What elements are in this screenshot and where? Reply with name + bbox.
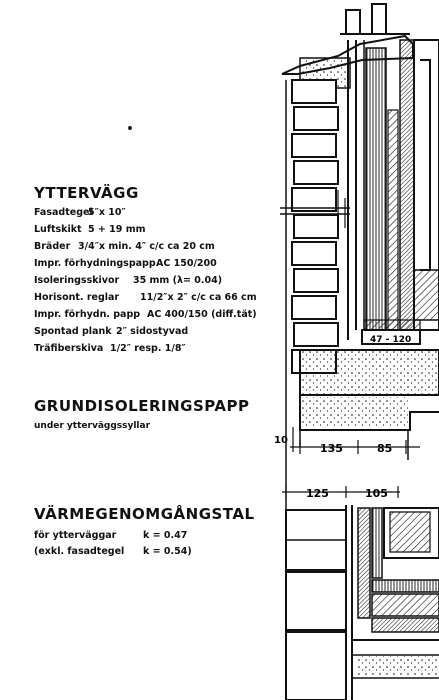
brick [292, 134, 336, 157]
varmegenomgang-value: k = 0.54) [143, 546, 192, 557]
dim-85-label: 85 [377, 442, 393, 455]
varmegenomgang-value: k = 0.47 [143, 530, 188, 541]
dim-105-label: 105 [365, 487, 388, 500]
dim-10-label: 10 [274, 435, 288, 446]
dim-135-label: 135 [320, 442, 343, 455]
varmegenomgang-title: VÄRMEGENOMGÅNGSTAL [34, 505, 255, 523]
brick [294, 323, 338, 346]
grundisolering-subtitle: under ytterväggssyllar [34, 421, 151, 431]
yttervagg-spec-label: Impr. förhydn. papp [34, 309, 141, 320]
yttervagg-spec-label: Isoleringsskivor [34, 275, 120, 286]
yttervagg-spec-value: 2″ sidostyvad [116, 326, 189, 337]
varmegenomgang-label: (exkl. fasadtegel [34, 546, 125, 557]
sill-top-hatch [364, 320, 420, 330]
dimension-line-upper [282, 486, 400, 500]
brick-facade [292, 80, 338, 373]
yttervagg-spec-value: 3/4″x min. 4″ c/c ca 20 cm [78, 241, 215, 252]
yttervagg-spec-value: 35 mm (λ= 0.04) [133, 275, 223, 286]
yttervagg-spec-label: Bräder [34, 241, 71, 252]
yttervagg-spec-value: AC 150/200 [156, 258, 217, 269]
yttervagg-spec-value: 11/2″x 2″ c/c ca 66 cm [140, 292, 257, 303]
yttervagg-spec-label: Impr. förhydningspapp [34, 258, 156, 269]
corner-detail [286, 505, 439, 700]
grundisolering-title: GRUNDISOLERINGSPAPP [34, 397, 250, 415]
yttervagg-spec-value: 5″x 10″ [88, 207, 126, 218]
varmegenomgang-label: för ytterväggar [34, 530, 117, 541]
brick [292, 242, 336, 265]
dim-sill-label: 47 - 120 [370, 335, 412, 345]
brick [294, 215, 338, 238]
yttervagg-spec-value: 1/2″ resp. 1/8″ [110, 343, 186, 354]
brick [292, 80, 336, 103]
yttervagg-title: YTTERVÄGG [34, 184, 139, 202]
yttervagg-spec-label: Fasadtegel [34, 207, 93, 218]
dim-125-label: 125 [306, 487, 329, 500]
yttervagg-spec-label: Horisont. reglar [34, 292, 120, 303]
brick [294, 269, 338, 292]
yttervagg-spec-label: Luftskikt [34, 224, 82, 235]
yttervagg-spec-label: Spontad plank [34, 326, 112, 337]
brick [292, 296, 336, 319]
yttervagg-spec-label: Träfiberskiva [34, 343, 104, 354]
yttervagg-spec-value: 5 + 19 mm [88, 224, 146, 235]
brick [294, 107, 338, 130]
yttervagg-spec-value: AC 400/150 (diff.tät) [147, 309, 257, 320]
dimension-line-lower [274, 427, 420, 455]
brick [294, 161, 338, 184]
